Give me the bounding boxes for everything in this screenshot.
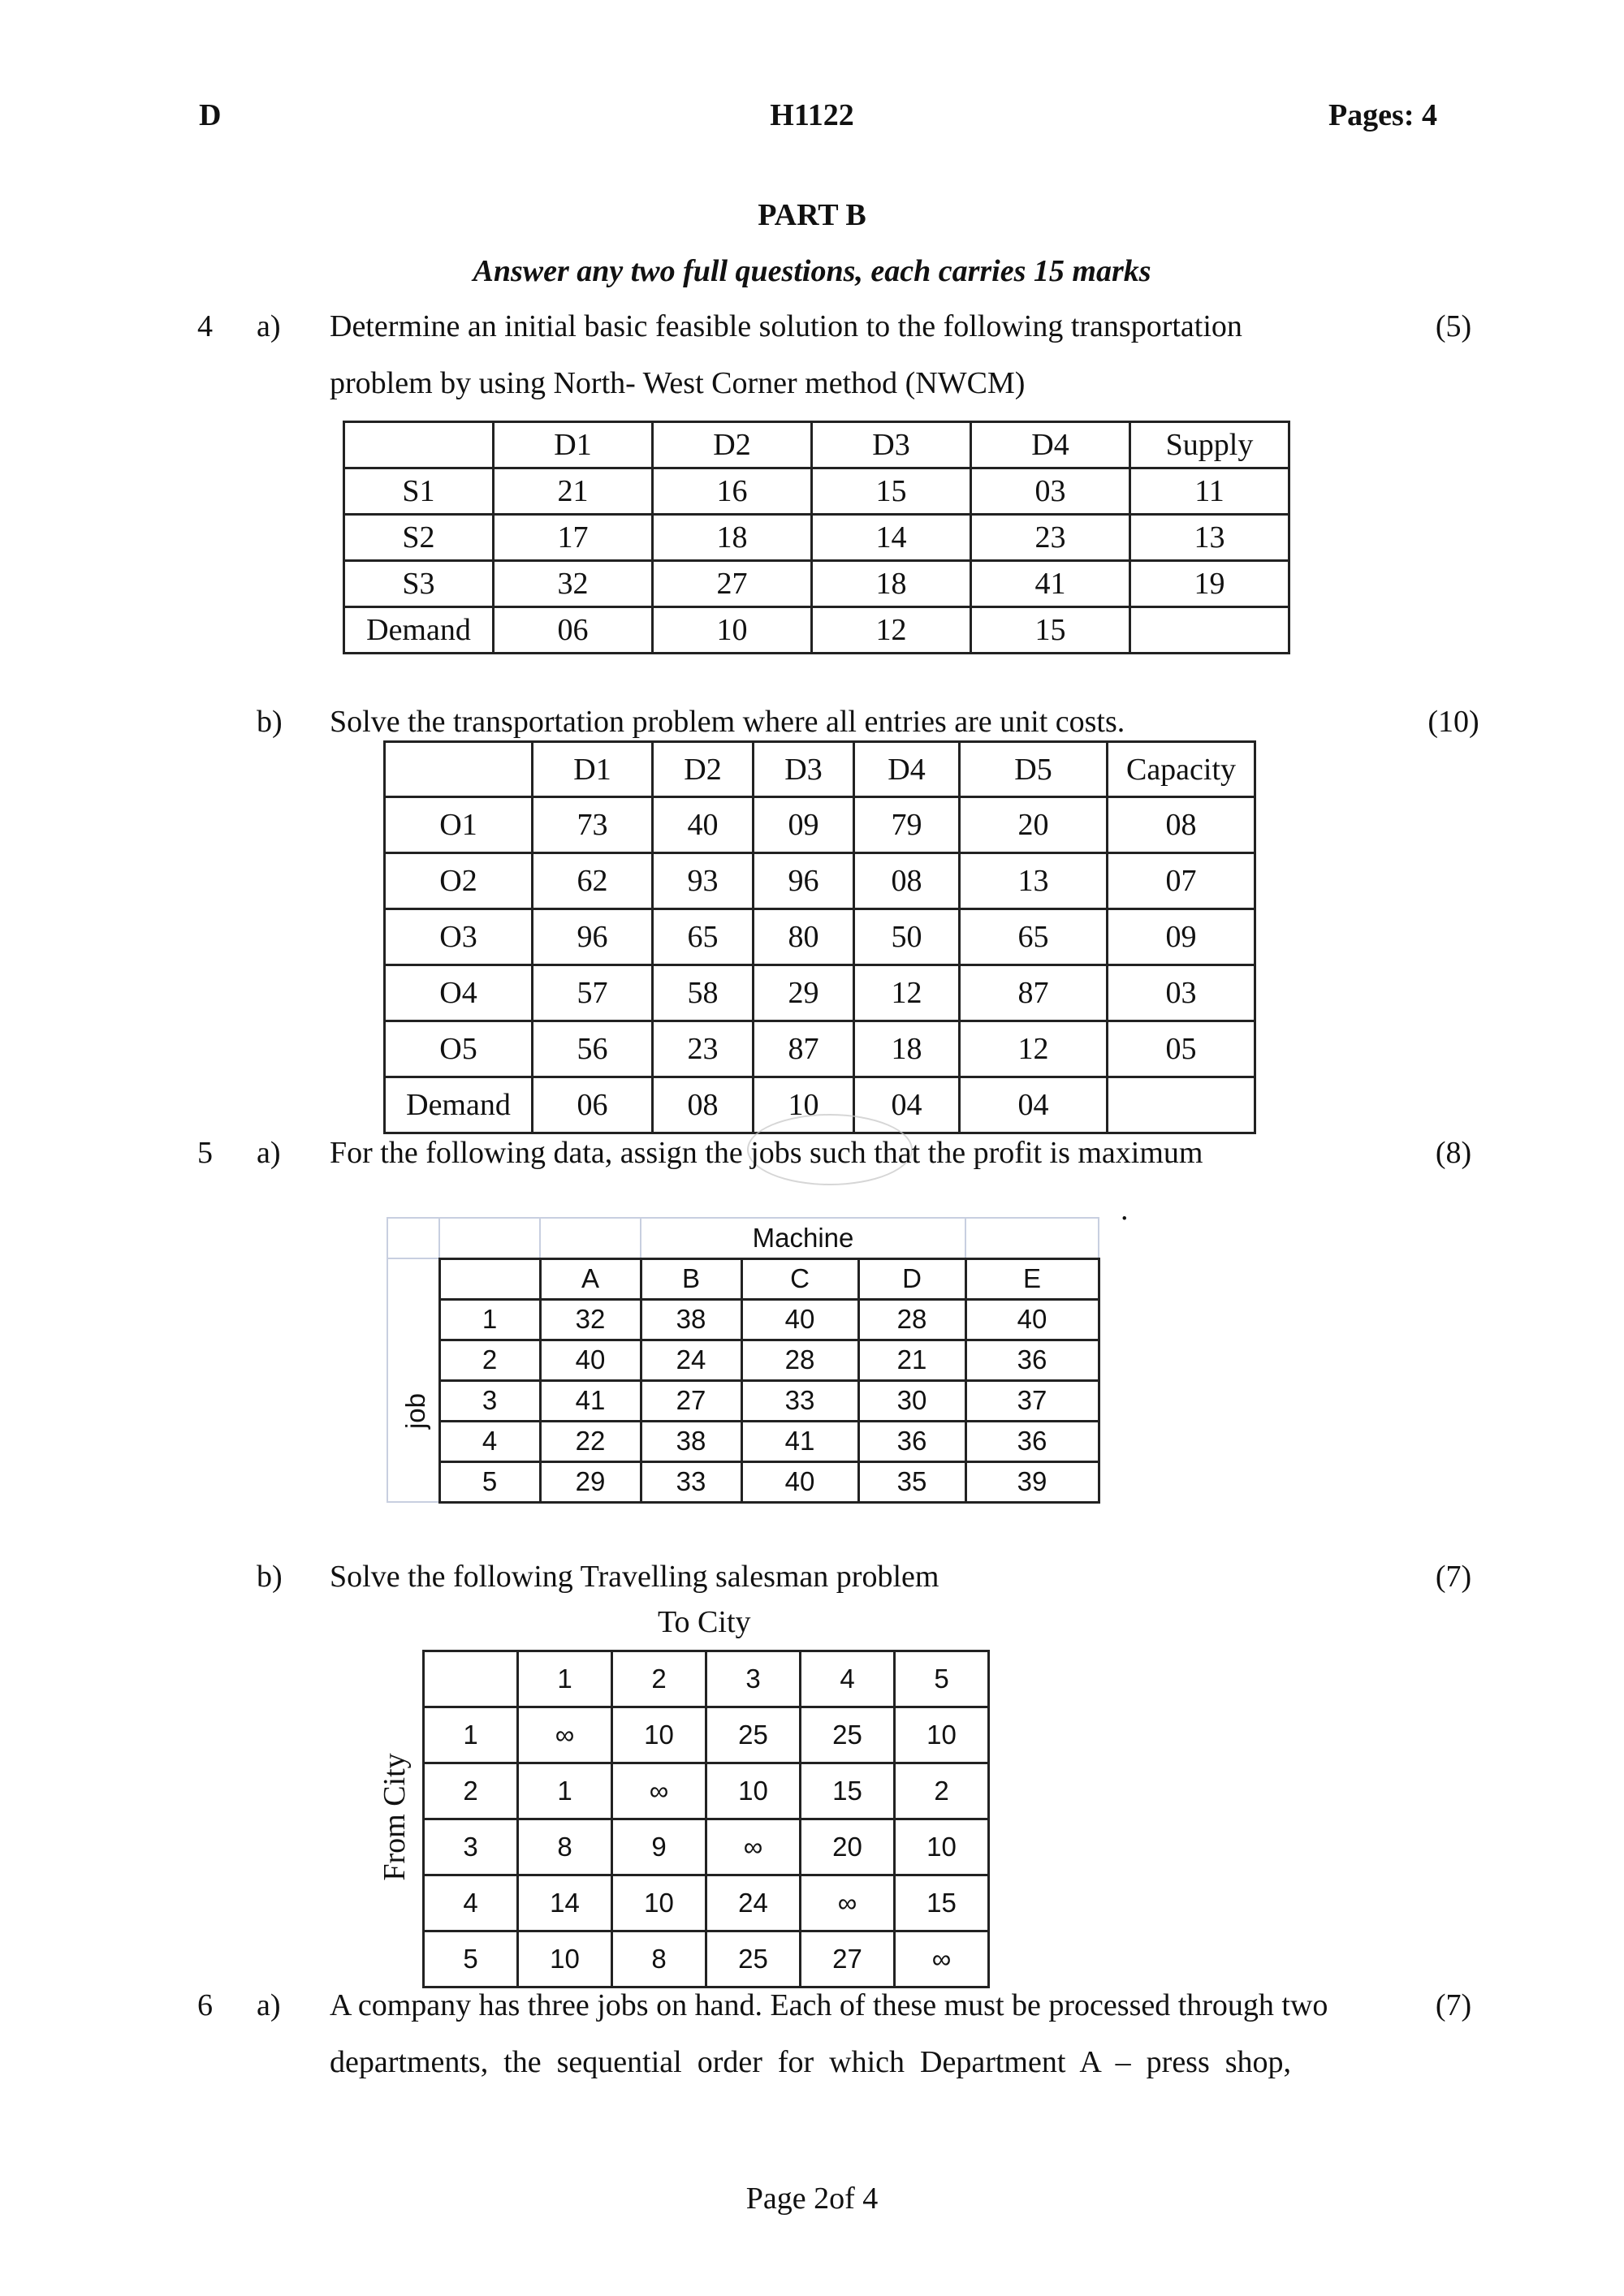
q5a-marks: (8) [1435, 1136, 1472, 1170]
q6a-text-line2: departments, the sequential order for which Department A – press shop, [330, 2045, 1292, 2079]
trans-cell: 87 [960, 965, 1108, 1021]
tsp-cell: ∞ [895, 1931, 989, 1987]
assign-header: C [741, 1258, 858, 1299]
trans-cell: 08 [653, 1077, 754, 1133]
nwcm-cell: 06 [494, 607, 653, 654]
trans-cell: 07 [1108, 853, 1255, 909]
table-row [387, 1461, 1099, 1502]
tsp-cell: 27 [801, 1931, 895, 1987]
q5-number: 5 [197, 1136, 213, 1170]
q6a-label: a) [257, 1988, 281, 2022]
nwcm-table [343, 421, 1290, 654]
trans-cell: 10 [754, 1077, 854, 1133]
trans-cell: 20 [960, 797, 1108, 853]
q6-number: 6 [197, 1988, 213, 2022]
trans-cell: O3 [385, 909, 533, 965]
page-footer: Page 2of 4 [745, 2182, 879, 2216]
trans-header: D4 [854, 742, 960, 797]
tsp-cell: 4 [424, 1875, 518, 1931]
nwcm-cell: 21 [494, 468, 653, 515]
assign-cell: 38 [641, 1299, 741, 1340]
assign-cell: 38 [641, 1421, 741, 1461]
nwcm-cell: 15 [971, 607, 1130, 654]
table-row [344, 561, 1289, 607]
nwcm-cell: 11 [1130, 468, 1289, 515]
trans-cell: 23 [653, 1021, 754, 1077]
tsp-cell: 10 [706, 1763, 801, 1819]
machine-label: Machine [641, 1218, 965, 1258]
nwcm-cell: 03 [971, 468, 1130, 515]
trans-cell: 96 [754, 853, 854, 909]
tsp-cell: 10 [612, 1707, 706, 1763]
table-row [385, 853, 1255, 909]
tsp-cell: 10 [895, 1819, 989, 1875]
tsp-cell: 24 [706, 1875, 801, 1931]
nwcm-header: D1 [494, 422, 653, 468]
trans-cell: 62 [533, 853, 653, 909]
table-row [385, 909, 1255, 965]
q5b-text: Solve the following Travelling salesman problem [330, 1560, 939, 1594]
table-row [387, 1380, 1099, 1421]
nwcm-cell [1130, 607, 1289, 654]
nwcm-cell: 10 [653, 607, 812, 654]
assign-cell: 32 [540, 1299, 641, 1340]
trans-cell [1108, 1077, 1255, 1133]
trans-cell: 58 [653, 965, 754, 1021]
q4b-text: Solve the transportation problem where all entries are unit costs. [330, 705, 1125, 739]
nwcm-cell: 12 [812, 607, 971, 654]
assign-cell: 5 [439, 1461, 540, 1502]
header-left: D [199, 98, 222, 132]
assign-cell: 35 [858, 1461, 965, 1502]
trans-header: D5 [960, 742, 1108, 797]
table-row [387, 1340, 1099, 1380]
assign-cell: 22 [540, 1421, 641, 1461]
table-row [424, 1931, 989, 1987]
tsp-cell: 10 [518, 1931, 612, 1987]
trans-cell: 56 [533, 1021, 653, 1077]
nwcm-cell: 23 [971, 515, 1130, 561]
q4a-label: a) [257, 309, 281, 343]
q4b-label: b) [257, 705, 283, 739]
tsp-header: 5 [895, 1651, 989, 1707]
trans-cell: 79 [854, 797, 960, 853]
nwcm-cell: 32 [494, 561, 653, 607]
nwcm-cell: S2 [344, 515, 494, 561]
trans-cell: 06 [533, 1077, 653, 1133]
job-axis-label: job [400, 1392, 430, 1430]
nwcm-header: D4 [971, 422, 1130, 468]
q6a-text-line1: A company has three jobs on hand. Each of these must be processed through two [330, 1988, 1328, 2022]
tsp-cell: 8 [518, 1819, 612, 1875]
nwcm-cell: 13 [1130, 515, 1289, 561]
tsp-header-corner [424, 1651, 518, 1707]
assign-cell: 40 [540, 1340, 641, 1380]
assign-cell: 41 [741, 1421, 858, 1461]
tsp-cell: 25 [706, 1707, 801, 1763]
trans-cell: 57 [533, 965, 653, 1021]
assign-header: E [965, 1258, 1099, 1299]
q6a-marks: (7) [1435, 1988, 1472, 2022]
q4a-text-line1: Determine an initial basic feasible solution to the following transportation [330, 309, 1242, 343]
trans-cell: 80 [754, 909, 854, 965]
q5b-label: b) [257, 1560, 283, 1594]
nwcm-cell: 41 [971, 561, 1130, 607]
assign-cell: 4 [439, 1421, 540, 1461]
table-row [385, 797, 1255, 853]
to-city-label: To City [658, 1605, 751, 1639]
tsp-cell: 15 [801, 1763, 895, 1819]
header-right: Pages: 4 [1328, 98, 1437, 132]
table-row [424, 1819, 989, 1875]
tsp-cell: ∞ [706, 1819, 801, 1875]
q4a-marks: (5) [1435, 309, 1472, 343]
tsp-cell: 10 [895, 1707, 989, 1763]
trans-cell: O2 [385, 853, 533, 909]
trans-cell: 12 [960, 1021, 1108, 1077]
tsp-cell: ∞ [612, 1763, 706, 1819]
table-row [385, 965, 1255, 1021]
table-row [424, 1707, 989, 1763]
trans-cell: 93 [653, 853, 754, 909]
tsp-header: 3 [706, 1651, 801, 1707]
assign-cell: 40 [965, 1299, 1099, 1340]
assign-cell: 27 [641, 1380, 741, 1421]
nwcm-header: Supply [1130, 422, 1289, 468]
nwcm-cell: S1 [344, 468, 494, 515]
q5b-marks: (7) [1435, 1560, 1472, 1594]
tsp-cell: 25 [801, 1707, 895, 1763]
trans-cell: 03 [1108, 965, 1255, 1021]
trans-cell: 04 [854, 1077, 960, 1133]
from-city-label: From City [378, 1753, 412, 1881]
assign-header: B [641, 1258, 741, 1299]
table-row [385, 1021, 1255, 1077]
trans-header: D1 [533, 742, 653, 797]
tsp-header: 4 [801, 1651, 895, 1707]
assign-cell: 28 [741, 1340, 858, 1380]
assign-cell: 29 [540, 1461, 641, 1502]
trans-header: D3 [754, 742, 854, 797]
trans-cell: 65 [653, 909, 754, 965]
assign-cell: 21 [858, 1340, 965, 1380]
table-row [424, 1875, 989, 1931]
assign-cell: 30 [858, 1380, 965, 1421]
assign-header: A [540, 1258, 641, 1299]
trans-cell: 04 [960, 1077, 1108, 1133]
trans-cell: 65 [960, 909, 1108, 965]
assign-cell: 2 [439, 1340, 540, 1380]
assign-header: D [858, 1258, 965, 1299]
assign-cell: 36 [965, 1421, 1099, 1461]
nwcm-cell: Demand [344, 607, 494, 654]
job-label-cell [387, 1258, 439, 1502]
nwcm-cell: 18 [653, 515, 812, 561]
assignment-table [387, 1217, 1100, 1504]
table-row [387, 1299, 1099, 1340]
tsp-cell: ∞ [801, 1875, 895, 1931]
trans-cell: 40 [653, 797, 754, 853]
part-title: PART B [758, 198, 866, 232]
tsp-cell: 25 [706, 1931, 801, 1987]
tsp-cell: 1 [424, 1707, 518, 1763]
nwcm-cell: 15 [812, 468, 971, 515]
trans-cell: 29 [754, 965, 854, 1021]
tsp-header: 1 [518, 1651, 612, 1707]
assign-cell: 36 [858, 1421, 965, 1461]
trans-cell: 09 [1108, 909, 1255, 965]
nwcm-cell: 18 [812, 561, 971, 607]
trans-cell: 08 [854, 853, 960, 909]
trans-cell: O4 [385, 965, 533, 1021]
nwcm-cell: S3 [344, 561, 494, 607]
tsp-cell: 10 [612, 1875, 706, 1931]
nwcm-cell: 27 [653, 561, 812, 607]
tsp-cell: 5 [424, 1931, 518, 1987]
table-row [344, 515, 1289, 561]
tsp-cell: 3 [424, 1819, 518, 1875]
tsp-cell: 2 [895, 1763, 989, 1819]
instruction: Answer any two full questions, each carries 15 marks [473, 254, 1151, 288]
trans-header: Capacity [1108, 742, 1255, 797]
assign-cell: 33 [741, 1380, 858, 1421]
q4a-text-line2: problem by using North- West Corner method (NWCM) [330, 366, 1026, 400]
q5a-text: For the following data, assign the jobs such that the profit is maximum [330, 1136, 1203, 1170]
trans-cell: 96 [533, 909, 653, 965]
tsp-cell: 9 [612, 1819, 706, 1875]
tsp-cell: 8 [612, 1931, 706, 1987]
trans-header: D2 [653, 742, 754, 797]
trans-cell: 73 [533, 797, 653, 853]
table-row [344, 607, 1289, 654]
trans-cell: Demand [385, 1077, 533, 1133]
tsp-table [422, 1650, 990, 1988]
assign-cell: 1 [439, 1299, 540, 1340]
tsp-cell: ∞ [518, 1707, 612, 1763]
assign-cell: 41 [540, 1380, 641, 1421]
nwcm-header: D3 [812, 422, 971, 468]
assign-cell: 39 [965, 1461, 1099, 1502]
tsp-cell: 2 [424, 1763, 518, 1819]
trans-header-corner [385, 742, 533, 797]
trans-cell: O1 [385, 797, 533, 853]
assign-cell: 28 [858, 1299, 965, 1340]
trans-cell: 87 [754, 1021, 854, 1077]
trans-cell: 12 [854, 965, 960, 1021]
trans-cell: 08 [1108, 797, 1255, 853]
trans-cell: 18 [854, 1021, 960, 1077]
table-row [387, 1421, 1099, 1461]
stray-dot: . [1121, 1193, 1129, 1227]
nwcm-header-corner [344, 422, 494, 468]
q5a-label: a) [257, 1136, 281, 1170]
assign-cell: 36 [965, 1340, 1099, 1380]
assign-cell: 24 [641, 1340, 741, 1380]
table-row [424, 1763, 989, 1819]
trans-cell: 05 [1108, 1021, 1255, 1077]
tsp-cell: 14 [518, 1875, 612, 1931]
assign-cell: 40 [741, 1461, 858, 1502]
assign-cell: 40 [741, 1299, 858, 1340]
q4-number: 4 [197, 309, 213, 343]
q4b-marks: (10) [1427, 705, 1479, 739]
assign-cell: 37 [965, 1380, 1099, 1421]
nwcm-cell: 19 [1130, 561, 1289, 607]
transportation-table [383, 740, 1256, 1134]
trans-cell: 13 [960, 853, 1108, 909]
tsp-cell: 20 [801, 1819, 895, 1875]
nwcm-cell: 17 [494, 515, 653, 561]
tsp-cell: 1 [518, 1763, 612, 1819]
assign-cell: 3 [439, 1380, 540, 1421]
assign-cell: 33 [641, 1461, 741, 1502]
trans-cell: O5 [385, 1021, 533, 1077]
trans-cell: 50 [854, 909, 960, 965]
nwcm-cell: 16 [653, 468, 812, 515]
tsp-cell: 15 [895, 1875, 989, 1931]
header-center: H1122 [770, 98, 854, 132]
tsp-header: 2 [612, 1651, 706, 1707]
trans-cell: 09 [754, 797, 854, 853]
nwcm-header: D2 [653, 422, 812, 468]
nwcm-cell: 14 [812, 515, 971, 561]
table-row [344, 468, 1289, 515]
